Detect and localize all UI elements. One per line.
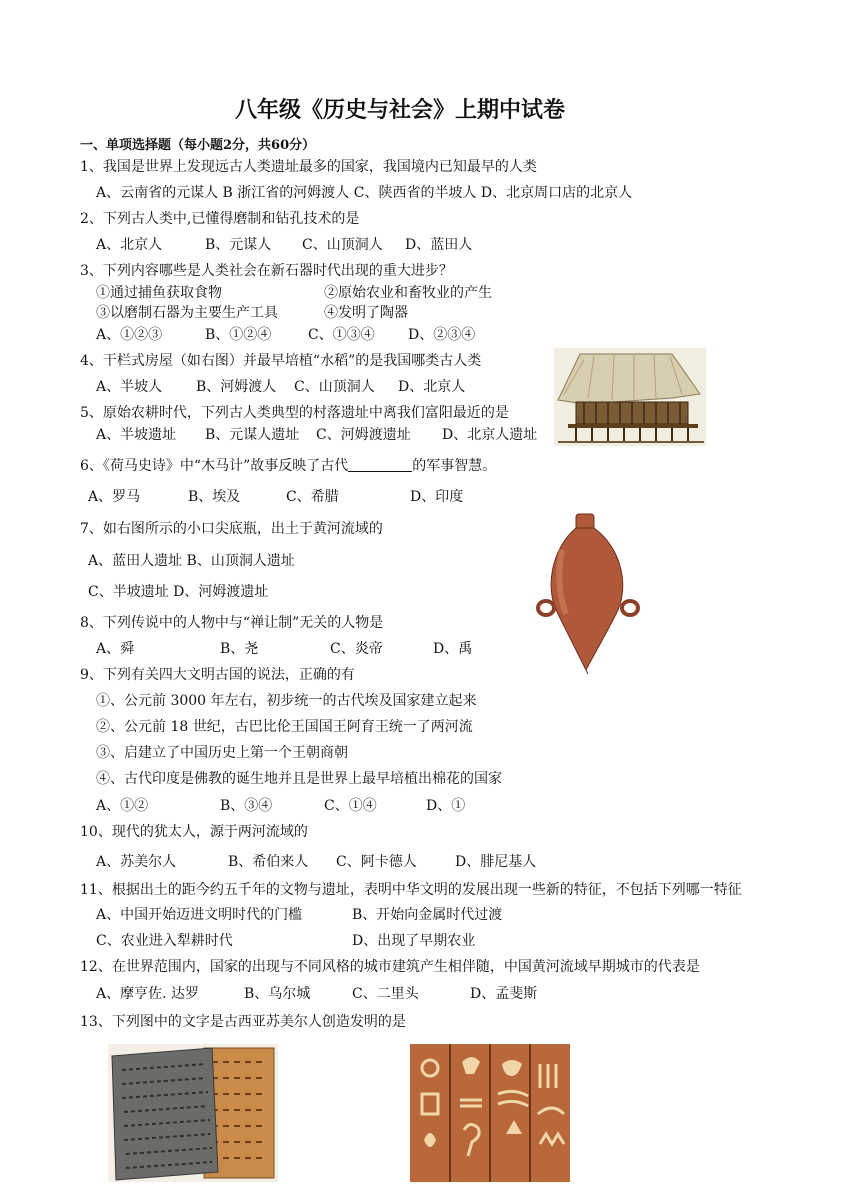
question-9-item-3: ③、启建立了中国历史上第一个王朝商朝 [96,745,348,761]
question-5-stem: 5、原始农耕时代，下列古人类典型的村落遗址中离我们富阳最近的是 [80,405,509,421]
question-8-option-c: C、炎帝 [330,641,383,657]
question-2-option-c: C、山顶洞人 [302,237,383,253]
question-13-stem: 13、下列图中的文字是古西亚苏美尔人创造发明的是 [80,1014,406,1030]
question-4-option-a: A、半坡人 [96,379,163,395]
question-6-option-c: C、希腊 [286,489,339,505]
question-5-option-d: D、北京人遗址 [442,427,538,443]
question-3-item-1: ①通过捕鱼获取食物 [96,285,222,301]
question-9-item-2: ②、公元前 18 世纪，古巴比伦王国国王阿育王统一了两河流 [96,719,473,735]
stilt-house-image [554,348,706,446]
question-9-item-4: ④、古代印度是佛教的诞生地并且是世界上最早培植出棉花的国家 [96,771,502,787]
question-11-option-b: B、开始向金属时代过渡 [352,907,503,923]
question-10-option-a: A、苏美尔人 [96,854,177,870]
question-7-options-cd: C、半坡遗址 D、河姆渡遗址 [88,584,269,600]
question-6-stem [80,457,496,475]
question-6-stem-pre: 6、《荷马史诗》中“木马计”故事反映了古代 [80,458,349,474]
answer-blank [348,457,412,472]
question-9-item-1: ①、公元前 3000 年左右，初步统一的古代埃及国家建立起来 [96,693,477,709]
question-4-option-c: C、山顶洞人 [294,379,375,395]
question-4-option-b: B、河姆渡人 [196,379,277,395]
question-12-option-d: D、孟斐斯 [470,986,538,1002]
question-3-stem: 3、下列内容哪些是人类社会在新石器时代出现的重大进步？ [80,263,453,279]
question-4-stem: 4、干栏式房屋（如右图）并最早培植“水稻”的是我国哪类古人类 [80,353,482,369]
question-5-option-c: C、河姆渡遗址 [316,427,411,443]
question-10-option-d: D、腓尼基人 [455,854,537,870]
question-5-option-b: B、元谋人遗址 [205,427,300,443]
page-title: 八年级《历史与社会》上期中试卷 [234,97,565,123]
question-3-item-2: ②原始农业和畜牧业的产生 [324,285,492,301]
question-2-option-d: D、蓝田人 [405,237,473,253]
question-7-stem: 7、如右图所示的小口尖底瓶，出土于黄河流域的 [80,521,383,537]
question-3-item-3: ③以磨制石器为主要生产工具 [96,305,278,321]
question-9-option-a: A、①② [96,798,149,814]
question-3-option-d: D、②③④ [408,327,476,343]
question-11-option-d: D、出现了早期农业 [352,933,476,949]
question-9-option-b: B、③④ [220,798,273,814]
question-8-stem: 8、下列传说中的人物中与“禅让制”无关的人物是 [80,615,384,631]
question-12-option-c: C、二里头 [352,986,419,1002]
question-10-option-b: B、希伯来人 [228,854,309,870]
question-8-option-b: B、尧 [220,641,259,657]
question-9-option-c: C、①④ [324,798,377,814]
question-8-option-a: A、舜 [96,641,135,657]
question-3-item-4: ④发明了陶器 [324,305,408,321]
question-3-option-b: B、①②④ [205,327,272,343]
section-heading: 一、单项选择题（每小题2分，共60分） [80,138,316,153]
question-2-stem: 2、下列古人类中,已懂得磨制和钻孔技术的是 [80,211,360,227]
question-11-option-a: A、中国开始迈进文明时代的门槛 [96,907,303,923]
question-9-option-d: D、① [426,798,466,814]
question-12-stem: 12、在世界范围内，国家的出现与不同风格的城市建筑产生相伴随，中国黄河流域早期城市的代表是 [80,959,700,975]
question-3-option-a: A、①②③ [96,327,163,343]
question-8-option-d: D、禹 [433,641,473,657]
question-6-option-d: D、印度 [410,489,464,505]
question-6-option-a: A、罗马 [88,489,141,505]
question-4-option-d: D、北京人 [398,379,466,395]
question-6-stem-post: 的军事智慧。 [412,458,497,474]
question-5-option-a: A、半坡遗址 [96,427,177,443]
question-12-option-b: B、乌尔城 [244,986,311,1002]
question-11-stem: 11、根据出土的距今约五千年的文物与遗址，表明中华文明的发展出现一些新的特征，不包括下列哪一特征 [80,882,742,898]
question-10-option-c: C、阿卡德人 [336,854,417,870]
question-7-options-ab: A、蓝田人遗址 B、山顶洞人遗址 [88,553,295,569]
question-3-option-c: C、①③④ [308,327,375,343]
question-12-option-a: A、摩亨佐. 达罗 [96,986,200,1002]
question-10-stem: 10、现代的犹太人，源于两河流域的 [80,824,308,840]
question-6-option-b: B、埃及 [188,489,241,505]
hieroglyph-image [410,1044,570,1182]
pointed-bottom-vase-image [532,510,644,674]
question-9-stem: 9、下列有关四大文明古国的说法，正确的有 [80,667,355,683]
question-1-stem: 1、我国是世界上发现远古人类遗址最多的国家，我国境内已知最早的人类 [80,159,537,175]
cuneiform-tablet-image [108,1044,278,1182]
question-2-option-b: B、元谋人 [205,237,272,253]
question-2-option-a: A、北京人 [96,237,163,253]
question-11-option-c: C、农业进入犁耕时代 [96,933,233,949]
question-1-options: A、云南省的元谋人 B 浙江省的河姆渡人 C、陕西省的半坡人 D、北京周口店的北京人 [96,185,633,201]
